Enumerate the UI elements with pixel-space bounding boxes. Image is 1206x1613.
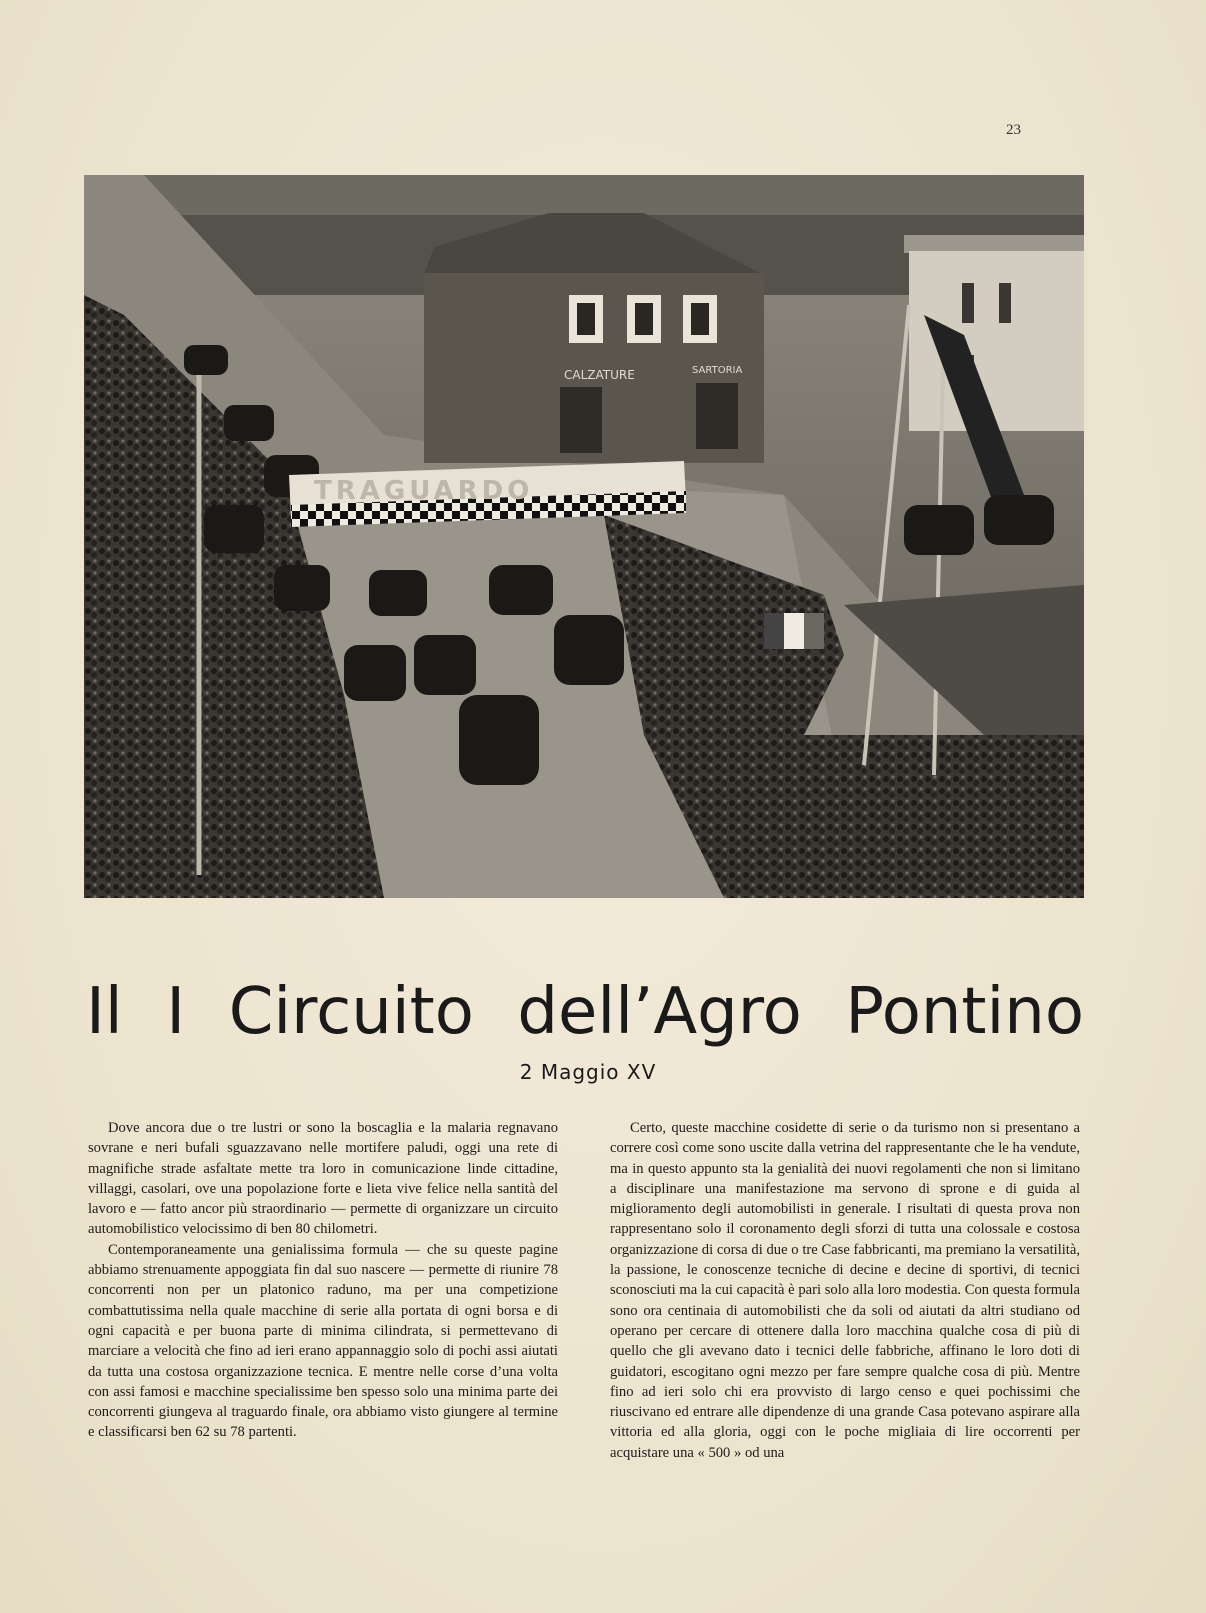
finish-banner-text: TRAGUARDO	[314, 476, 534, 506]
paragraph: Certo, queste macchine cosidette di serie o da turismo non si presentano a correre così come sono uscite dalla vetrina del rappresentante che le ha vendute, ma in questo appunto sta la genialità dei nuovi regolamenti che non si limitano a disciplinare una manifestazione ma servono di sprone e di guida al miglioramento degli automobilisti in generale. I risultati di questa prova non rappresentano solo il coronamento degli sforzi di tutta una colossale e costosa organizzazione di corsa di due o tre Case fabbricanti, ma premiano la versatilità, la passione, le conoscenze tecniche di decine e decine di sportivi, di tecnici sconosciuti ma la cui capacità è pari solo alla loro modestia. Con questa formula sono ora centinaia di automobilisti che da soli od aiutati da altri studiano od operano per cercare di ottenere dalla loro macchina qualche cosa di più di quello che gli avevano dato i tecnici delle fabbriche, affinano le loro doti di guidatori, escogitano ogni mezzo per fare sempre qualche cosa di più. Mentre fino ad ieri solo chi era provvisto di largo censo e quei pochissimi che riuscivano ed entrare alle dipendenze di una grande Casa potevano aspirare alla vittoria ed alla gloria, oggi con le poche migliaia di lire occorrenti per acquistare una « 500 » od una	[610, 1120, 1080, 1461]
article-column-left	[88, 1118, 558, 1443]
headline-word: dell’Agro	[517, 975, 802, 1049]
race-finish-photo	[84, 175, 1084, 898]
headline-word: Circuito	[228, 975, 474, 1049]
headline-word: I	[166, 975, 186, 1049]
headline-word: Pontino	[845, 975, 1084, 1049]
headline-word: Il	[86, 975, 123, 1049]
article-column-right	[610, 1118, 1080, 1463]
paragraph: Dove ancora due o tre lustri or sono la boscaglia e la malaria regnavano sovrane e neri bufali sguazzavano nelle mortifere paludi, oggi una rete di magnifiche strade asfaltate mette tra loro in comunicazione linde cittadine, villaggi, casolari, ove una popolazione forte e lieta vive felice nella santità del lavoro e — fatto ancor più straordinario — permette di organizzare un circuito automobilistico velocissimo di ben 80 chilometri.	[88, 1120, 558, 1238]
article-date: 2 Maggio XV	[519, 1060, 657, 1084]
photo-illustration	[84, 175, 1084, 898]
page-number: 23	[1006, 122, 1021, 138]
article-headline	[86, 972, 1084, 1052]
shop-sign-left: CALZATURE	[564, 368, 635, 382]
paragraph: Contemporaneamente una genialissima formula — che su queste pagine abbiamo strenuamente appoggiata fin dal suo nascere — permette di riunire 78 concorrenti non per un platonico raduno, ma per una competizione combattutissima nella quale macchine di serie alla portata di ogni borsa e di ogni capacità e per buona parte di minima cilindrata, si permettevano di marciare a velocità che fino ad ieri erano appannaggio solo di pochi assi aiutati da tutta una costosa organizzazione tecnica. E mentre nelle corse d’una volta con assi famosi e macchine specialissime ben spesso solo una minima parte dei concorrenti giungeva al traguardo finale, ora abbiamo visto giungere al termine e classificarsi ben 62 su 78 partenti.	[88, 1241, 558, 1441]
shop-sign-right: SARTORIA	[692, 365, 743, 376]
